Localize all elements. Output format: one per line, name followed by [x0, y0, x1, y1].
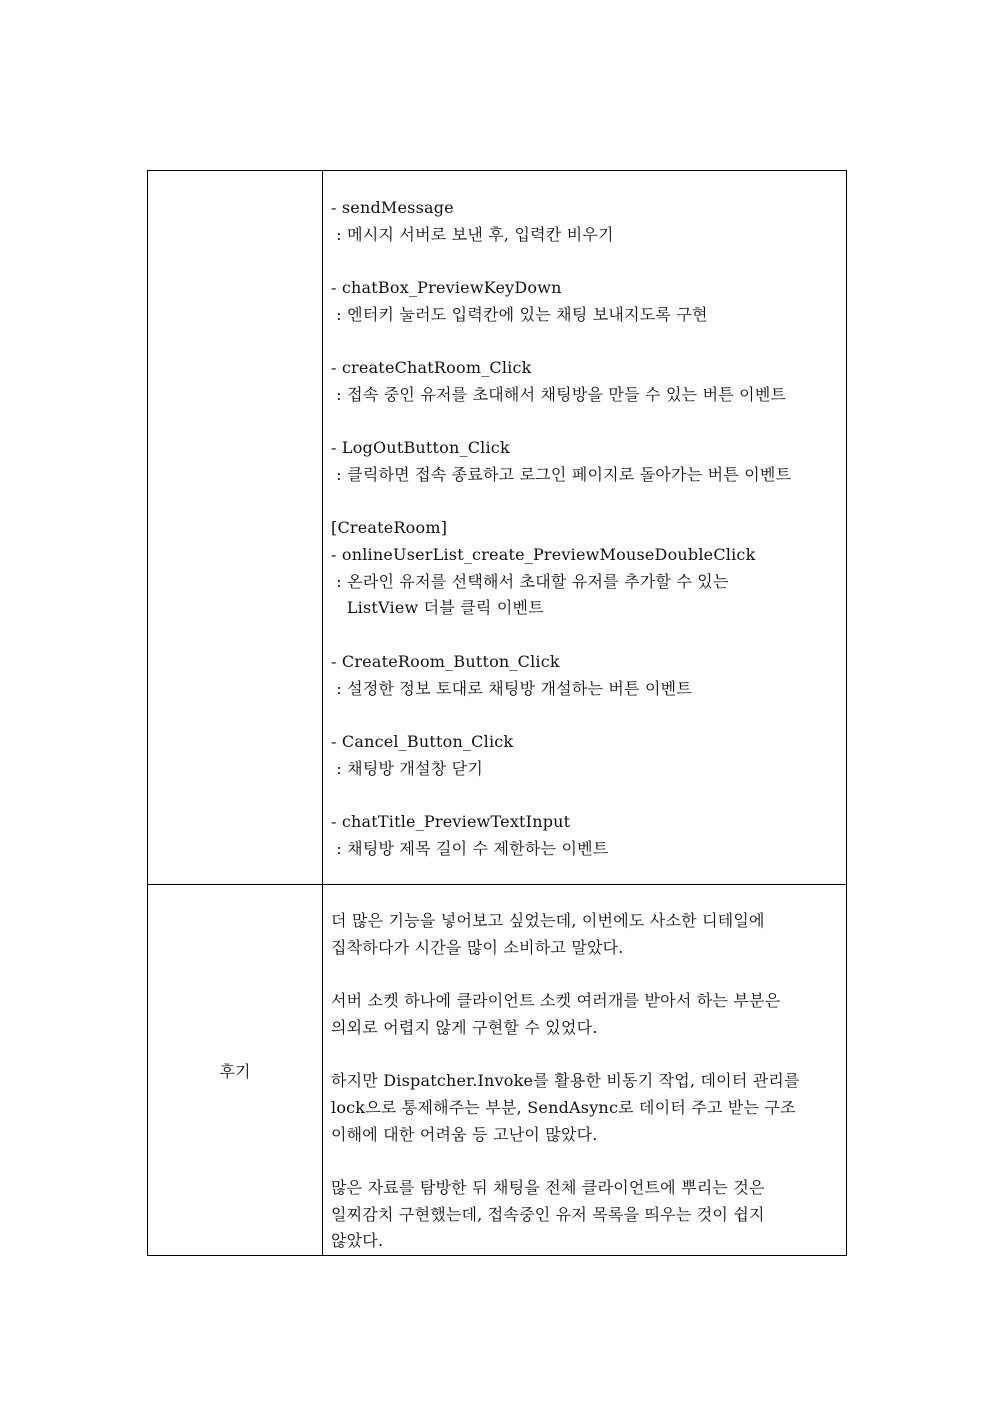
spacer: [331, 702, 840, 729]
spacer: [331, 489, 840, 516]
review-line: 하지만 Dispatcher.Invoke를 활용한 비동기 작업, 데이터 관리를: [331, 1071, 800, 1091]
method-name: - CreateRoom_Button_Click: [331, 651, 560, 671]
spacer: [331, 961, 840, 988]
review-line: 많은 자료를 탐방한 뒤 채팅을 전체 클라이언트에 뿌리는 것은: [331, 1177, 765, 1197]
method-desc: : 채팅방 개설창 닫기: [331, 758, 483, 778]
document-table: [147, 170, 847, 1256]
method-desc: : 메시지 서버로 보낸 후, 입력칸 비우기: [331, 224, 614, 244]
spacer: [331, 1042, 840, 1069]
method-name: - chatBox_PreviewKeyDown: [331, 278, 562, 298]
spacer: [331, 1148, 840, 1175]
review-label: 후기: [148, 885, 323, 1256]
review-content: [323, 885, 846, 1255]
review-line: 더 많은 기능을 넣어보고 싶었는데, 이번에도 사소한 디테일에: [331, 911, 765, 930]
spacer: [331, 409, 840, 436]
review-line: 않았다.: [331, 1231, 384, 1251]
method-desc: : 접속 중인 유저를 초대해서 채팅방을 만들 수 있는 버튼 이벤트: [331, 384, 787, 404]
method-desc: : 채팅방 제목 길이 수 제한하는 이벤트: [331, 838, 609, 858]
review-cell: [323, 885, 847, 1256]
method-name: - sendMessage: [331, 198, 454, 217]
method-name: - createChatRoom_Click: [331, 358, 532, 378]
section-header: [CreateRoom]: [331, 518, 448, 538]
methods-cell: [323, 171, 847, 885]
method-name: - chatTitle_PreviewTextInput: [331, 812, 571, 832]
method-name: - Cancel_Button_Click: [331, 731, 514, 751]
method-desc: : 엔터키 눌러도 입력칸에 있는 채팅 보내지도록 구현: [331, 304, 708, 324]
review-line: 집착하다가 시간을 많이 소비하고 말았다.: [331, 937, 624, 957]
review-line: 이해에 대한 어려움 등 고난이 많았다.: [331, 1124, 598, 1144]
method-desc: : 설정한 정보 토대로 채팅방 개설하는 버튼 이벤트: [331, 678, 692, 698]
review-line: 서버 소켓 하나에 클라이언트 소켓 여러개를 받아서 하는 부분은: [331, 991, 781, 1011]
table-row-methods: [148, 171, 847, 885]
label-cell-empty: [148, 171, 323, 885]
review-line: 일찌감치 구현했는데, 접속중인 유저 목록을 띄우는 것이 쉽지: [331, 1204, 765, 1224]
method-desc: : 클릭하면 접속 종료하고 로그인 페이지로 돌아가는 버튼 이벤트: [331, 464, 792, 484]
spacer: [331, 782, 840, 809]
method-name: - onlineUserList_create_PreviewMouseDoubleClick: [331, 545, 756, 565]
table-row-review: [148, 885, 847, 1256]
methods-content: [323, 171, 846, 862]
spacer: [331, 248, 840, 275]
spacer: [331, 622, 840, 649]
spacer: [331, 329, 840, 356]
review-line: 의외로 어렵지 않게 구현할 수 있었다.: [331, 1017, 598, 1037]
method-desc: : 온라인 유저를 선택해서 초대할 유저를 추가할 수 있는: [331, 571, 729, 591]
method-name: - LogOutButton_Click: [331, 438, 510, 458]
review-line: lock으로 통제해주는 부분, SendAsync로 데이터 주고 받는 구조: [331, 1097, 796, 1117]
method-desc-continued: ListView 더블 클릭 이벤트: [331, 598, 544, 618]
